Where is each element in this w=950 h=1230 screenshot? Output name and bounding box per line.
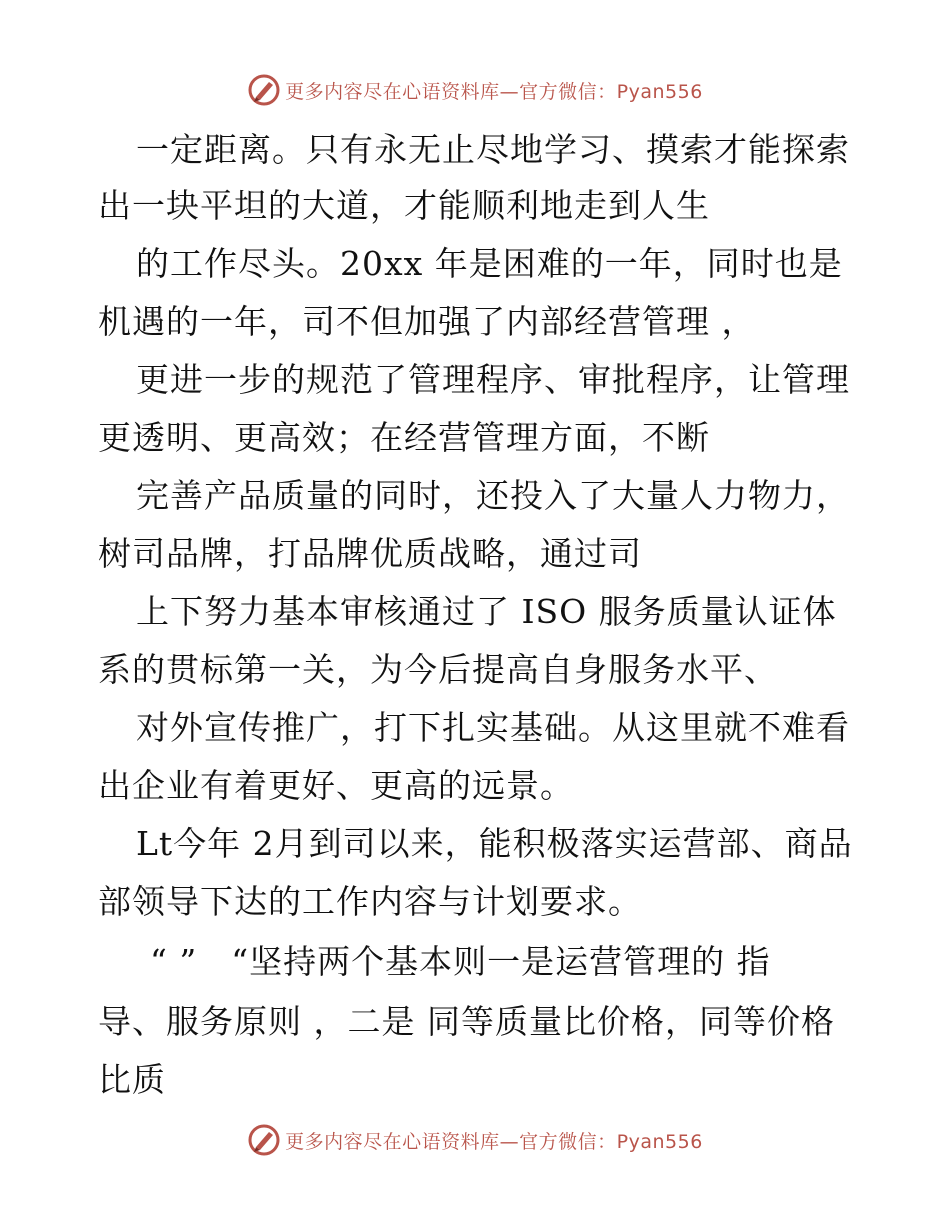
paragraph-line: 系的贯标第一关，为今后提高自身服务水平、 bbox=[98, 650, 778, 689]
paragraph-line: 机遇的一年，司不但加强了内部经营管理 ， bbox=[98, 302, 756, 341]
paragraph-line: 出企业有着更好、更高的远景。 bbox=[98, 766, 574, 805]
paragraph-line: 完善产品质量的同时，还投入了大量人力物力， bbox=[136, 476, 850, 515]
paragraph-line: 比质 bbox=[98, 1060, 166, 1099]
paragraph-line: 更进一步的规范了管理程序、审批程序，让管理 bbox=[136, 360, 850, 399]
paragraph-line: 上下努力基本审核通过了 ISO 服务质量认证体 bbox=[136, 592, 837, 631]
header-banner bbox=[0, 70, 950, 110]
paragraph-line: 树司品牌，打品牌优质战略，通过司 bbox=[98, 534, 642, 573]
paragraph-line: 更透明、更高效；在经营管理方面，不断 bbox=[98, 418, 710, 457]
paragraph-line: 一定距离。只有永无止尽地学习、摸索才能探索 bbox=[136, 130, 850, 169]
paragraph-line: “ ” “坚持两个基本则一是运营管理的 指 bbox=[150, 942, 771, 981]
paragraph-line: 对外宣传推广，打下扎实基础。从这里就不难看 bbox=[136, 708, 850, 747]
pen-logo-icon bbox=[247, 1123, 281, 1157]
paragraph-line: 部领导下达的工作内容与计划要求。 bbox=[98, 882, 642, 921]
paragraph-line: 的工作尽头。20xx 年是困难的一年，同时也是 bbox=[136, 244, 843, 283]
paragraph-line: 出一块平坦的大道，才能顺利地走到人生 bbox=[98, 186, 710, 225]
footer-banner-text: 更多内容尽在心语资料库—官方微信：Pyan556 bbox=[285, 1130, 703, 1153]
footer-banner bbox=[0, 1120, 950, 1160]
paragraph-line: 导、服务原则 ，二是 同等质量比价格，同等价格 bbox=[98, 1002, 835, 1041]
header-banner-text: 更多内容尽在心语资料库—官方微信：Pyan556 bbox=[285, 80, 703, 103]
pen-logo-icon bbox=[247, 73, 281, 107]
paragraph-line: Lt今年 2月到司以来，能积极落实运营部、商品 bbox=[136, 824, 853, 863]
